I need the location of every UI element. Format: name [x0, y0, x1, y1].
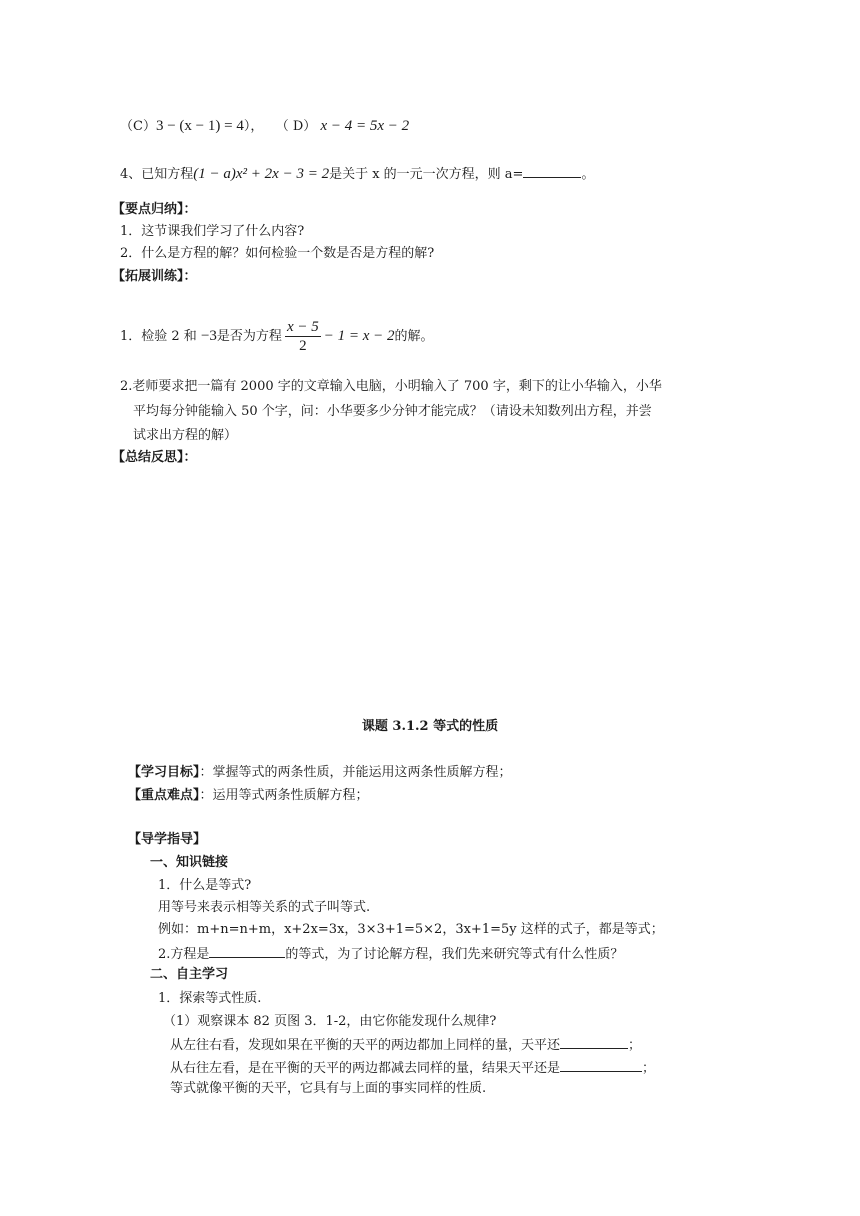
ext1-fraction-numerator: x − 5 [286, 319, 319, 335]
s2-left-blank[interactable] [560, 1034, 628, 1049]
learning-objective [128, 763, 512, 783]
ext1-prefix: 1．检验 2 和 [120, 329, 197, 344]
key-points [128, 786, 369, 806]
s2-left-to-right [170, 1034, 641, 1056]
s1-q2-prefix: 2.方程是 [158, 947, 210, 962]
question-4 [120, 163, 594, 185]
s2-right-blank[interactable] [560, 1057, 642, 1072]
keypoint-text: ：运用等式两条性质解方程； [199, 788, 369, 803]
option-d-label: （ D） [275, 119, 317, 134]
section-self-study: 二、自主学习 [150, 967, 229, 982]
options-line [120, 116, 409, 137]
objective-label: 【学习目标】 [128, 765, 200, 780]
s1-q2-suffix: 的等式，为了讨论解方程，我们先来研究等式有什么性质？ [285, 947, 624, 962]
option-d-expr: x − 4 = 5x − 2 [320, 118, 410, 134]
q4-expr: (1 − a)x² + 2x − 3 = 2 [193, 166, 330, 182]
s2-left-semicolon: ； [628, 1038, 642, 1053]
q4-prefix: 4、已知方程 [120, 167, 194, 182]
s2-observe: （1）观察课本 82 页图 3．1-2，由它你能发现什么规律? [163, 1014, 497, 1029]
summary-heading: 【要点归纳】： [112, 202, 197, 217]
ext1-neg3: −3 [200, 328, 217, 344]
extension-item-2-line-3: 试求出方程的解） [133, 428, 238, 443]
s2-item-1: 1．探索等式性质. [158, 991, 262, 1006]
s1-question-1: 1．什么是等式? [158, 878, 252, 893]
summary-item-2: 2．什么是方程的解？如何检验一个数是否是方程的解? [120, 246, 435, 261]
s1-example: 例如：m+n=n+m，x+2x=3x，3×3+1=5×2，3x+1=5y 这样的式子，都是等式； [158, 922, 664, 937]
q4-suffix: 是关于 x 的一元一次方程，则 a= [329, 167, 524, 182]
extension-item-2-line-1: 2.老师要求把一篇有 2000 字的文章输入电脑，小明输入了 700 字，剩下的让小华输入，小华 [120, 379, 662, 394]
lesson-title: 课题 3.1.2 等式的性质 [361, 719, 499, 734]
ext1-suffix: 的解。 [394, 329, 434, 344]
s1-q2-blank[interactable] [209, 943, 285, 958]
option-separator: ）， [243, 119, 264, 134]
summary-item-1: 1．这节课我们学习了什么内容? [120, 224, 305, 239]
option-c-label: （C） [120, 119, 156, 134]
s2-conclusion: 等式就像平衡的天平，它具有与上面的事实同样的性质. [170, 1081, 487, 1096]
ext1-rest: − 1 = x − 2 [323, 328, 395, 344]
q4-answer-blank[interactable] [523, 163, 581, 178]
s1-definition: 用等号来表示相等关系的式子叫等式. [158, 900, 371, 915]
section-knowledge-link: 一、知识链接 [150, 855, 229, 870]
extension-heading: 【拓展训练】： [112, 269, 197, 284]
objective-text: ：掌握等式的两条性质，并能运用这两条性质解方程； [199, 765, 512, 780]
reflection-heading: 【总结反思】： [112, 450, 197, 465]
option-c-expr: 3 − (x − 1) = 4 [155, 118, 244, 134]
guide-heading: 【导学指导】 [128, 832, 207, 847]
s2-left-to-right-text: 从左往右看，发现如果在平衡的天平的两边都加上同样的量，天平还 [170, 1038, 561, 1053]
extension-item-2-line-2: 平均每分钟能输入 50 个字，问：小华要多少分钟才能完成？（请设未知数列出方程，并尝 [133, 404, 652, 419]
extension-item-1 [120, 316, 434, 357]
s1-question-2 [158, 943, 623, 965]
s2-right-to-left [170, 1057, 655, 1079]
q4-end: 。 [581, 167, 595, 182]
s2-right-semicolon: ； [642, 1061, 656, 1076]
ext1-fraction [285, 318, 321, 355]
ext1-fraction-denominator: 2 [299, 338, 307, 354]
keypoint-label: 【重点难点】 [128, 788, 200, 803]
s2-right-to-left-text: 从右往左看，是在平衡的天平的两边都减去同样的量，结果天平还是 [170, 1061, 561, 1076]
ext1-mid: 是否为方程 [216, 329, 282, 344]
